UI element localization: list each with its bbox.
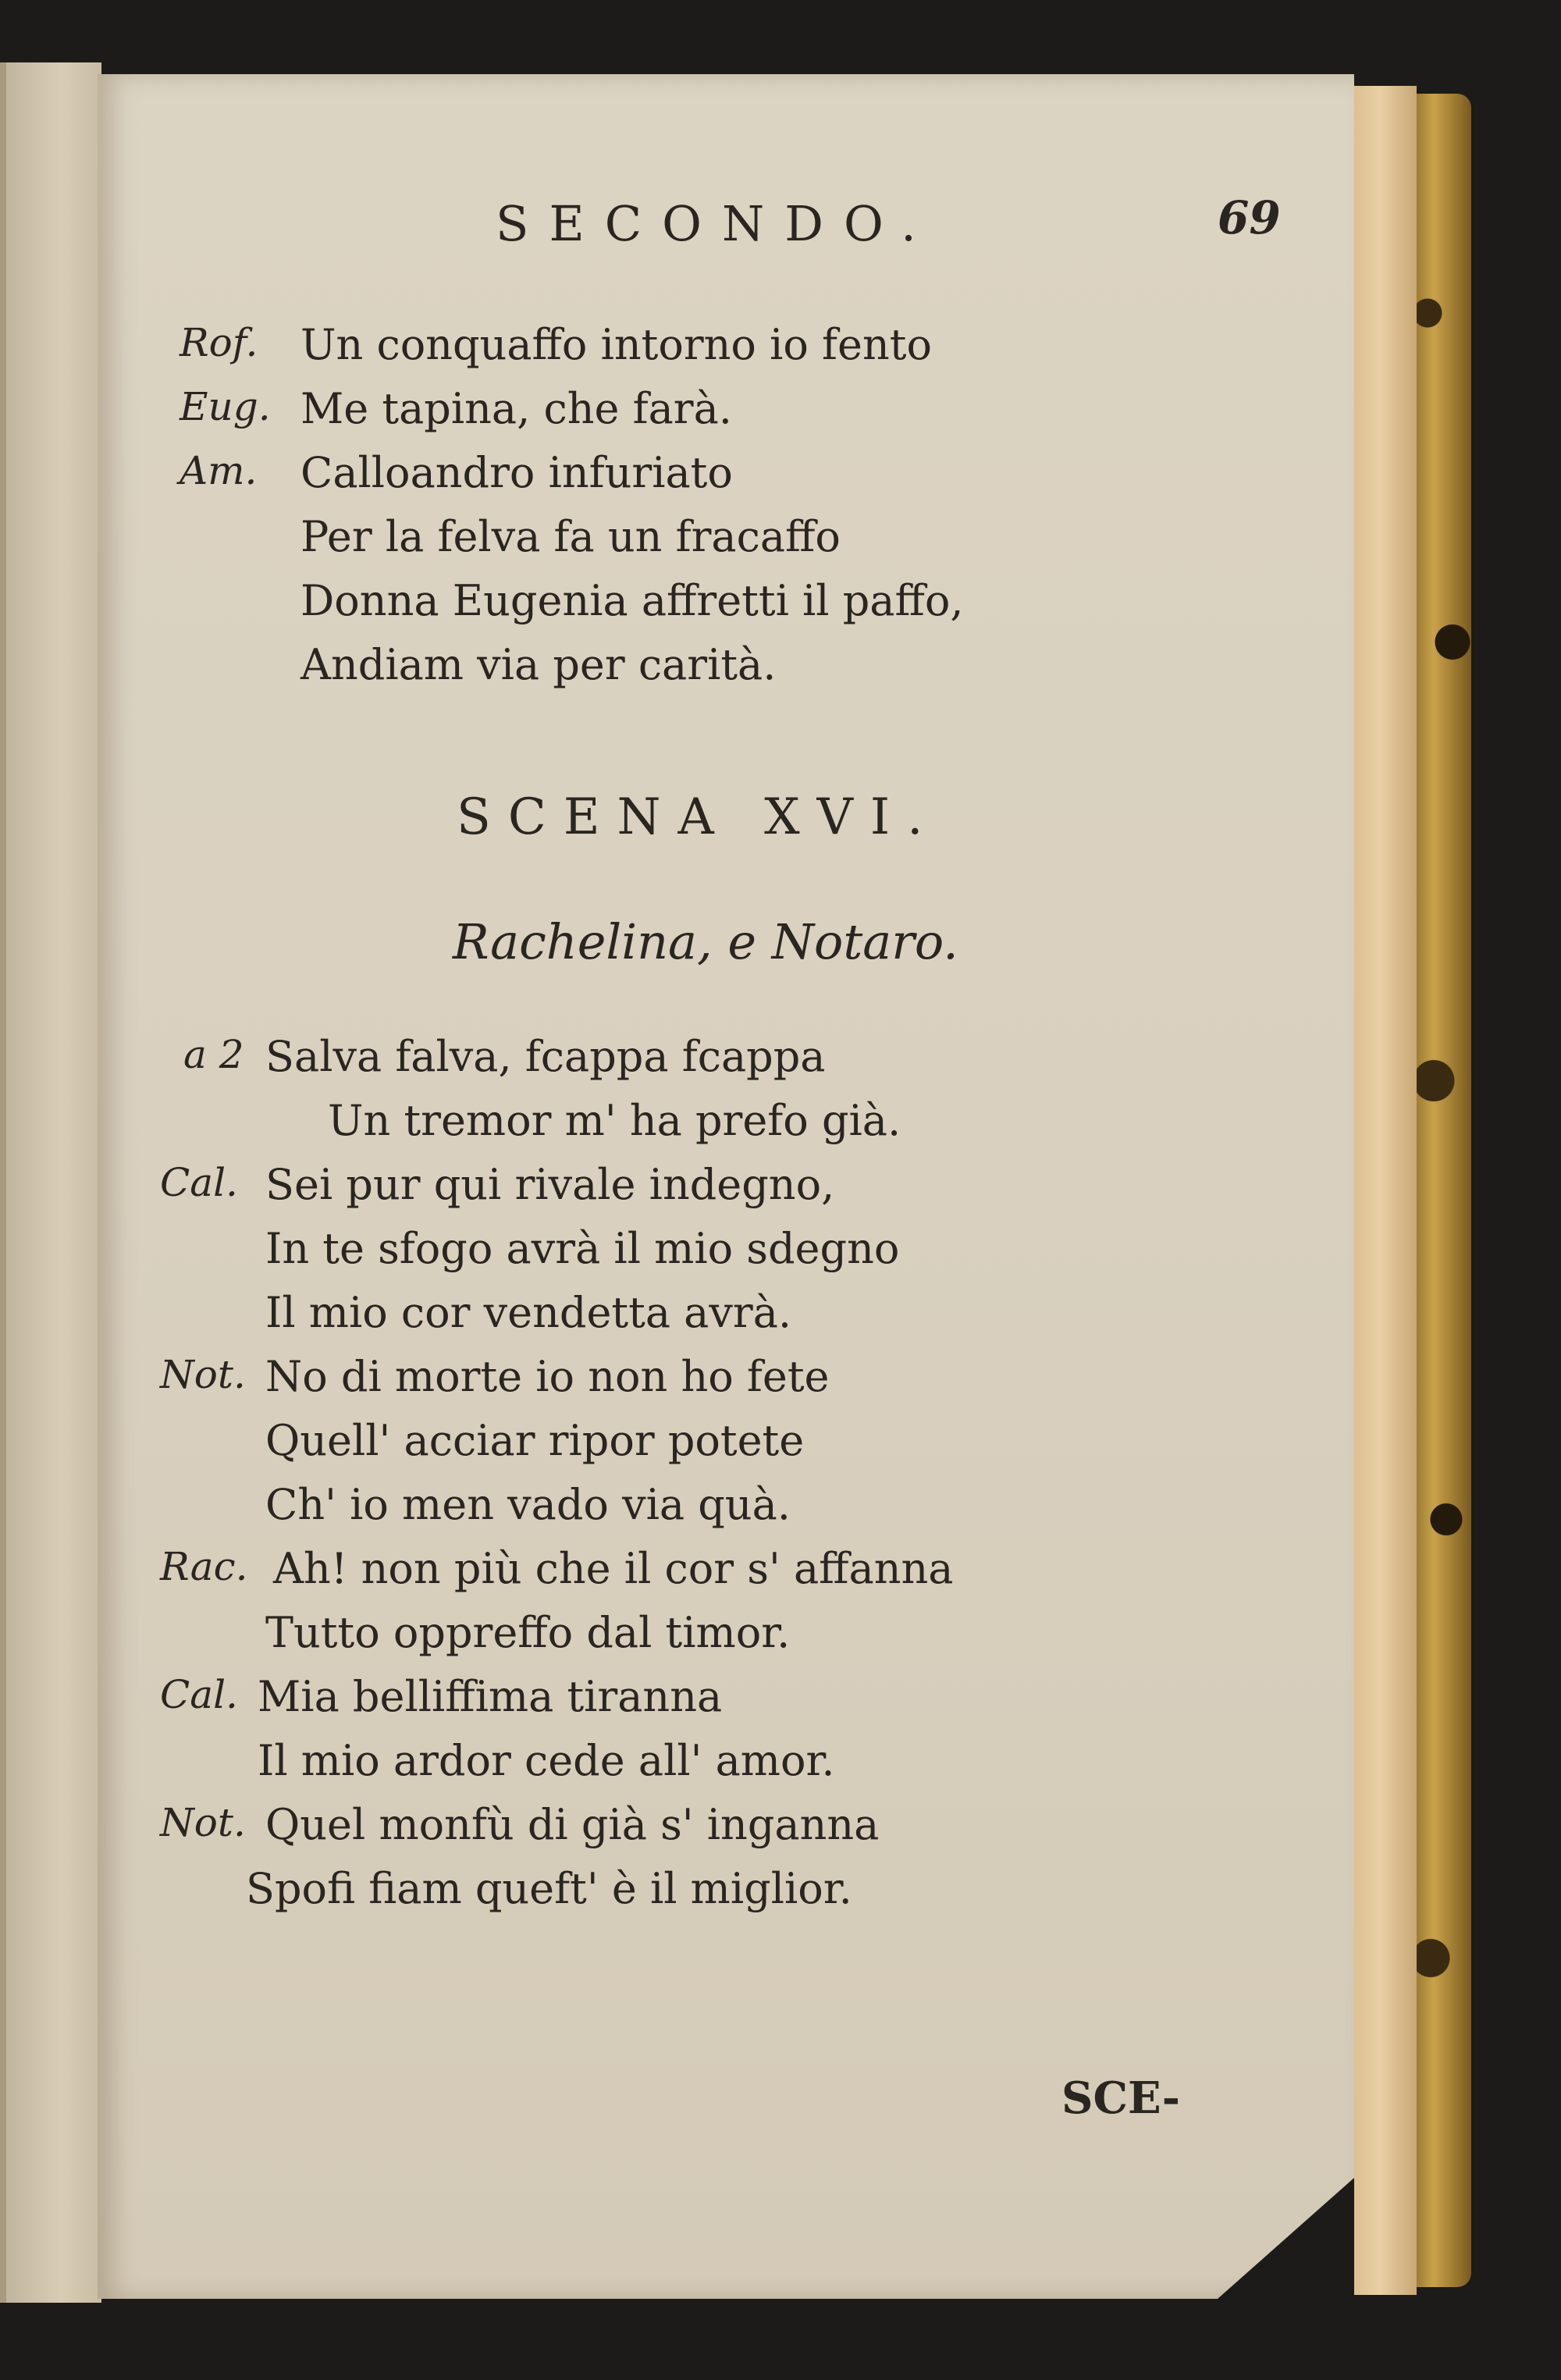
verse-line: Un conquaffo intorno io fento: [300, 320, 932, 369]
running-title: SECONDO.: [496, 195, 937, 252]
page-number: 69: [1218, 191, 1281, 244]
speaker-label: Rof.: [180, 320, 258, 365]
speaker-label: Not.: [160, 1352, 246, 1397]
facing-page-edge: [0, 62, 101, 2303]
verse-line: Salva falva, fcappa fcappa: [265, 1032, 826, 1081]
speaker-label: Not.: [160, 1800, 246, 1845]
verse-line: Spofi fiam queft' è il miglior.: [246, 1864, 852, 1913]
verse-line: Mia belliffima tiranna: [258, 1672, 723, 1721]
verse-line: Quell' acciar ripor potete: [265, 1416, 805, 1465]
scene-characters: Rachelina, e Notaro.: [453, 913, 958, 970]
verse-line: Sei pur qui rivale indegno,: [265, 1160, 835, 1209]
speaker-label: Cal.: [160, 1160, 238, 1205]
facing-page-shadow: [0, 62, 6, 2303]
verse-line: Il mio cor vendetta avrà.: [265, 1288, 792, 1337]
verse-line: Ah! non più che il cor s' affanna: [273, 1544, 954, 1593]
verse-line: Me tapina, che farà.: [300, 384, 732, 433]
speaker-label: a 2: [183, 1032, 244, 1077]
verse-line: Tutto oppreffo dal timor.: [265, 1608, 791, 1657]
scene-title: SCENA XVI.: [457, 788, 941, 846]
verse-line: Andiam via per carità.: [300, 640, 777, 689]
verse-line: Calloandro infuriato: [300, 448, 733, 497]
marbled-cover-board: [1409, 94, 1471, 2287]
folded-page-corner: [1218, 2178, 1354, 2299]
speaker-label: Am.: [180, 448, 258, 493]
catchword: SCE-: [1061, 2072, 1180, 2124]
speaker-label: Rac.: [160, 1544, 248, 1589]
verse-line: In te sfogo avrà il mio sdegno: [265, 1224, 900, 1273]
verse-line: No di morte io non ho fete: [265, 1352, 830, 1401]
verse-line: Donna Eugenia affretti il paffo,: [300, 576, 964, 625]
verse-line: Ch' io men vado via quà.: [265, 1480, 791, 1529]
verse-line: Per la felva fa un fracaffo: [300, 512, 841, 561]
speaker-label: Cal.: [160, 1672, 238, 1717]
speaker-label: Eug.: [180, 384, 271, 429]
verse-line: Un tremor m' ha prefo già.: [328, 1096, 901, 1145]
verse-line: Il mio ardor cede all' amor.: [258, 1736, 835, 1785]
verse-line: Quel monfù di già s' inganna: [265, 1800, 880, 1849]
